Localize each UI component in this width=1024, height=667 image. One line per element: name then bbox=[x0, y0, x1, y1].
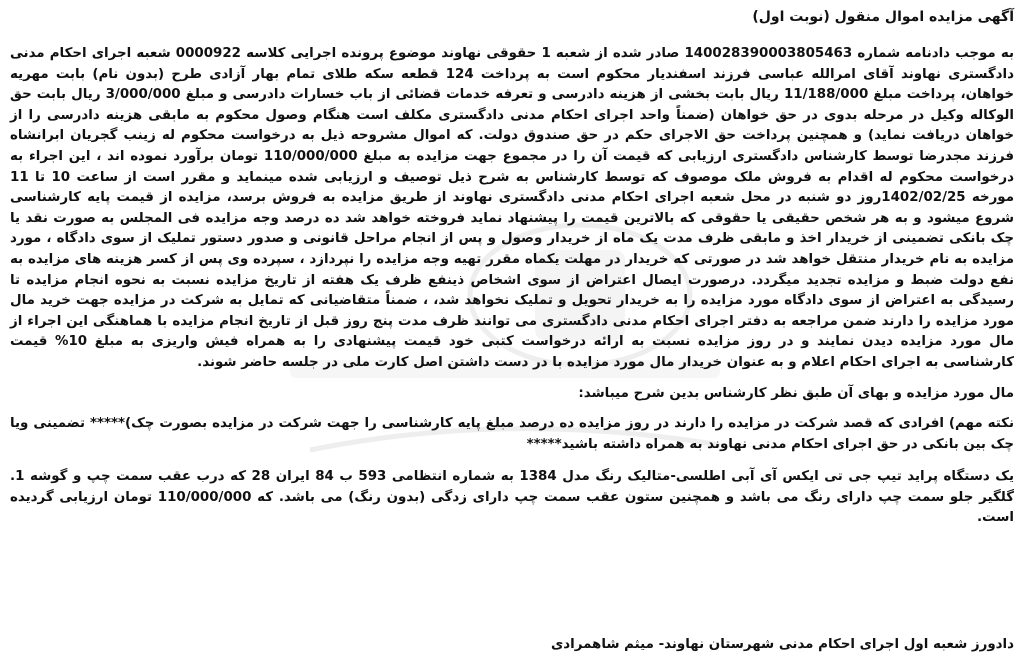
important-note: نکته مهم) افرادی که قصد شرکت در مزایده را دارند در روز مزایده ده درصد مبلغ پایه کارشناسی را جهت شرکت در مزایده بصورت چک)***** تضمینی ویا چک بین بانکی در حق اجرای احکام مدنی نهاوند به همراه داشته باشید***** bbox=[10, 416, 1014, 452]
main-paragraph: به موجب دادنامه شماره 140028390003805463 صادر شده از شعبه 1 حقوقی نهاوند موضوع پرونده اجرایی کلاسه 0000922 شعبه اجرای احکام مدنی دادگستری نهاوند آقای امرالله عباسی فرزند اسفندیار محکوم است به پرداخت 124 قطعه سکه طلای تمام بهار آزادی طرح (بدون نام) بابت مهریه خواهان، پرداخت مبلغ 11/188/000 ریال بابت بخشی از هزینه دادرسی و تعرفه خدمات قضائی از باب خسارات دادرسی و مبلغ 3/000/000 ریال بابت حق الوکاله وکیل در مرحله بدوی در حق خواهان (ضمناً واحد اجرای احکام مدنی دادگستری مکلف است هنگام وصول محکوم به مابقی هزینه دادرسی را از خواهان دریافت نماید) و همچنین پرداخت حق الاجرای حکم در حق صندوق دولت. که اموال مشروحه ذیل به درخواست محکوم له زینب گجریان ابرانشاه فرزند مجدرضا توسط کارشناس دادگستری ارزیابی که قیمت آن را در مجموع جهت مزایده به مبلغ 110/000/000 تومان برآورد نموده اند ، این اجراء به درخواست محکوم له اقدام به فروش ملک موصوف که توسط کارشناس به شرح ذیل توصیف و ارزیابی شده مینماید و مقرر است از ساعت 10 تا 11 مورخه 1402/02/25روز دو شنبه در محل شعبه اجرای احکام مدنی دادگستری نهاوند از طریق مزایده به فروش برسد، مزایده از قیمت پایه کارشناسی شروع میشود و به هر شخص حقیقی یا حقوقی که بالاترین قیمت را پیشنهاد نماید فروخته خواهد شد ده درصد وجه مزایده فی المجلس به صورت نقد یا چک بانکی تضمینی از خریدار اخذ و مابقی ظرف مدت یک ماه از خریدار وصول و پس از انجام مراحل قانونی و صدور دستور تملیک از سوی دادگاه ، مورد مزایده به نام خریدار منتقل خواهد شد در صورتی که خریدار در مهلت یکماه مقرر تهیه وجه مزایده را نپردازد ، سپرده وی پس از کسر هزینه های مزایده به نفع دولت ضبط و مزایده تجدید میگردد. درصورت ایصال اعتراض از سوی اشخاص ذینفع ظرف یک هفته از تاریخ مزایده نسبت به نحوه انجام مزایده تا رسیدگی به اعتراض از سوی دادگاه مورد مزایده را به خریدار تحویل و تملیک نخواهد شد، ، ضمناً متقاضیانی که تمایل به شرکت در مزایده جهت خرید مال مورد مزایده را دارند ضمن مراجعه به دفتر اجرای احکام مدنی دادگستری می توانند ظرف مدت پنج روز قبل از تاریخ انجام مزایده با هماهنگی این اجراء از مال مورد مزایده دیدن نمایند و در روز مزایده نسبت به ارائه درخواست کتبی خود قیمت پیشنهادی را به همراه فیش واریزی به مبلغ 10% قیمت کارشناسی به اجرای احکام اعلام و به عنوان خریدار مال مورد مزایده با در دست داشتن اصل کارت ملی در جلسه حاضر شوند. bbox=[10, 46, 1015, 370]
notice-title: آگهی مزایده اموال منقول (نوبت اول) bbox=[752, 9, 1014, 25]
signature-line: دادورز شعبه اول اجرای احکام مدنی شهرستان نهاوند- میثم شاهمرادی bbox=[551, 637, 1014, 652]
property-intro: مال مورد مزایده و بهای آن طبق نظر کارشناس بدین شرح میباشد: bbox=[578, 385, 1014, 401]
auction-item-1: یک دستگاه پراید تیپ جی تی ایکس آی آبی اطلسی-متالیک رنگ مدل 1384 به شماره انتظامی 593 ب 84 ایران 28 که درب عقب سمت چپ و گوشه 1. گلگیر جلو سمت چپ دارای رنگ می باشد و همچنین ستون عقب سمت چپ دارای زدگی (بدون رنگ) می باشد. که 110/000/000 تومان ارزیابی گردیده است. bbox=[10, 469, 1015, 526]
